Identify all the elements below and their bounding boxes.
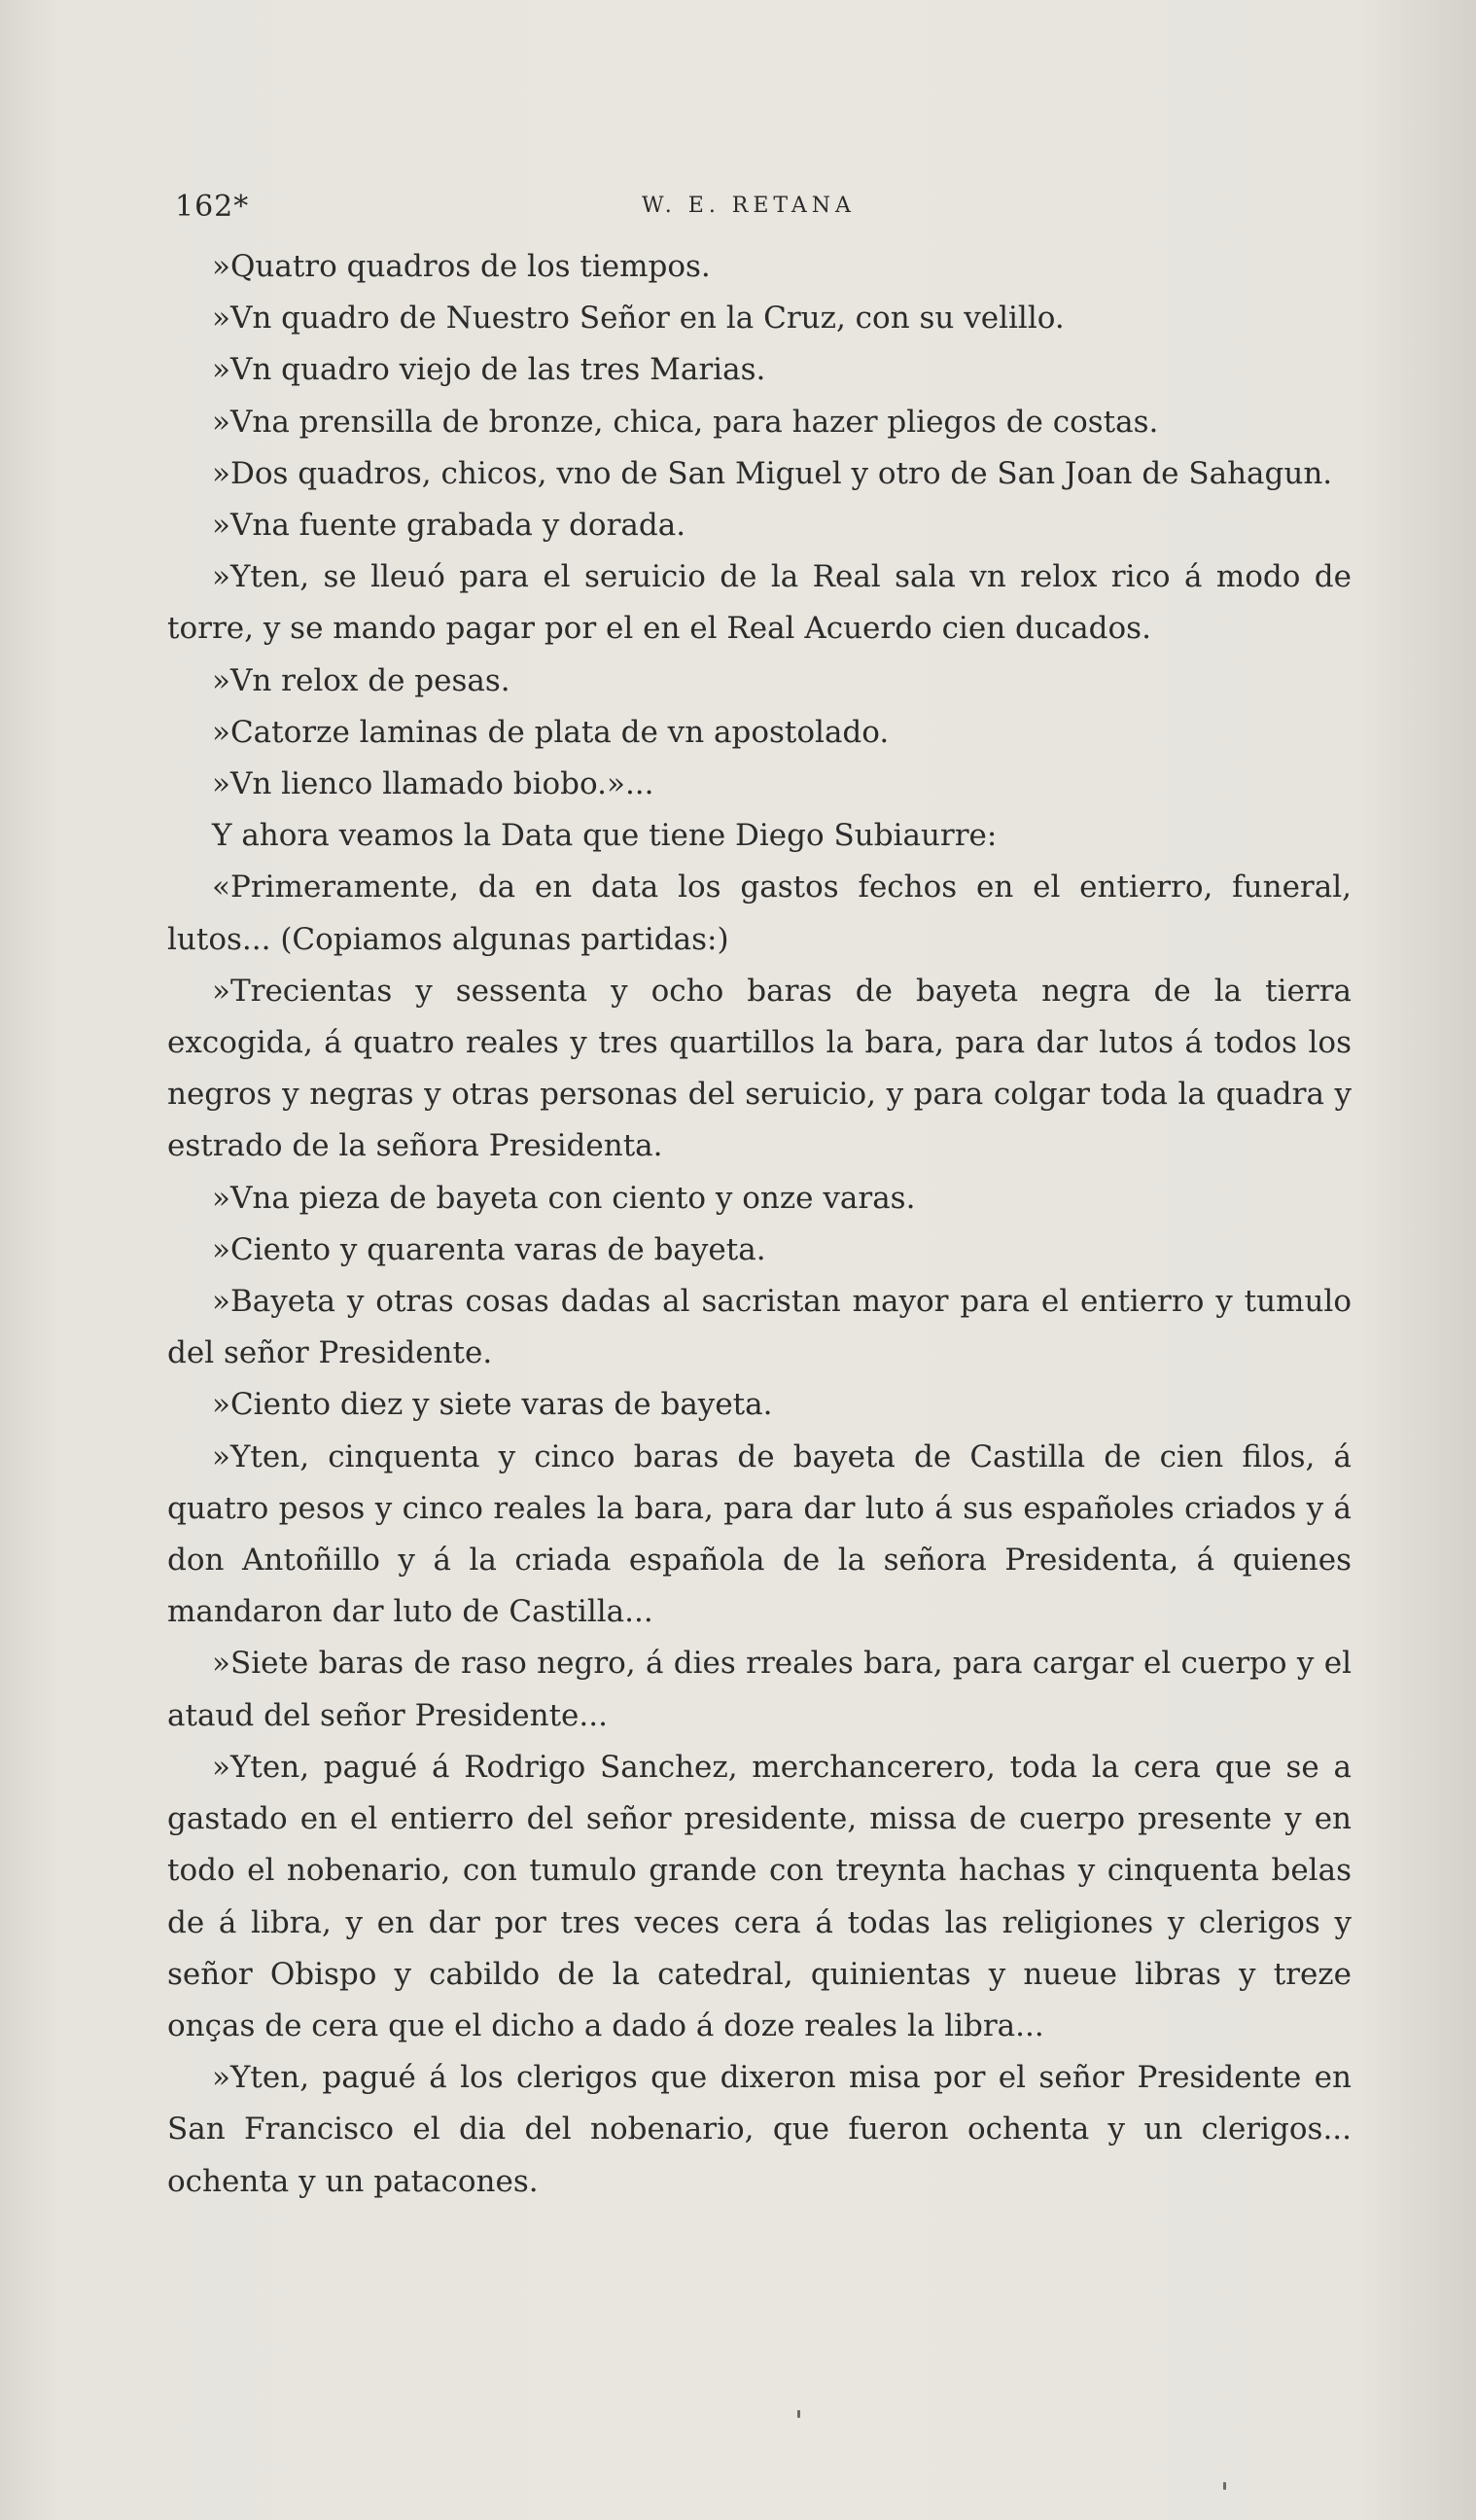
paragraph: »Bayeta y otras cosas dadas al sacristan mayor para el entierro y tumulo del señor Presidente. <box>167 1284 1352 1371</box>
ink-speck <box>797 2410 800 2418</box>
paragraph: »Ciento y quarenta varas de bayeta. <box>212 1231 766 1267</box>
page-header <box>175 190 1352 229</box>
paragraph: »Trecientas y sessenta y ocho baras de bayeta negra de la tierra excogida, á quatro reales y tres quartillos la bara, para dar lutos á todos los negros y negras y otras personas del seruicio, y para colgar toda la quadra y estrado de la señora Presidenta. <box>167 973 1352 1164</box>
paragraph: Y ahora veamos la Data que tiene Diego Subiaurre: <box>212 818 998 854</box>
paragraph: »Catorze laminas de plata de vn apostolado. <box>212 714 890 750</box>
paragraph: »Ciento diez y siete varas de bayeta. <box>212 1387 773 1423</box>
paragraph: «Primeramente, da en data los gastos fechos en el entierro, funeral, lutos... (Copiamos algunas partidas:) <box>167 870 1352 957</box>
paragraph: »Quatro quadros de los tiempos. <box>212 249 711 284</box>
paragraph: »Vn lienco llamado biobo.»... <box>212 766 654 802</box>
paragraph: »Yten, pagué á los clerigos que dixeron misa por el señor Presidente en San Francisco el dia del nobenario, que fueron ochenta y un clerigos... ochenta y un patacones. <box>167 2060 1352 2199</box>
paragraph: »Vna pieza de bayeta con ciento y onze varas. <box>212 1180 916 1216</box>
running-head: W. E. RETANA <box>642 194 856 218</box>
paragraph: »Yten, pagué á Rodrigo Sanchez, merchancerero, toda la cera que se a gastado en el entierro del señor presidente, missa de cuerpo presente y en todo el nobenario, con tumulo grande con treynta hachas y cinquenta belas de á libra, y en dar por tres veces cera á todas las religiones y clerigos y señor Obispo y cabildo de la catedral, quinientas y nueue libras y treze onças de cera que el dicho a dado á doze reales la libra... <box>167 1749 1352 2043</box>
paragraph: »Yten, cinquenta y cinco baras de bayeta de Castilla de cien filos, á quatro pesos y cinco reales la bara, para dar luto á sus españoles criados y á don Antoñillo y á la criada española de la señora Presidenta, á quienes mandaron dar luto de Castilla... <box>167 1438 1352 1630</box>
paragraph: »Vn quadro de Nuestro Señor en la Cruz, con su velillo. <box>212 301 1065 337</box>
paragraph: »Vna prensilla de bronze, chica, para hazer pliegos de costas. <box>212 404 1159 440</box>
paragraph: »Siete baras de raso negro, á dies rreales bara, para cargar el cuerpo y el ataud del señor Presidente... <box>167 1646 1352 1733</box>
ink-speck <box>1223 2482 1226 2490</box>
paragraph: »Vn quadro viejo de las tres Marias. <box>212 352 766 388</box>
paragraph: »Vna fuente grabada y dorada. <box>212 508 686 544</box>
page-number: 162* <box>175 190 250 224</box>
paragraph: »Yten, se lleuó para el seruicio de la Real sala vn relox rico á modo de torre, y se mando pagar por el en el Real Acuerdo cien ducados. <box>167 559 1352 647</box>
paragraph: »Vn relox de pesas. <box>212 662 510 698</box>
body-text <box>167 241 1352 2208</box>
paragraph: »Dos quadros, chicos, vno de San Miguel y otro de San Joan de Sahagun. <box>212 455 1333 491</box>
